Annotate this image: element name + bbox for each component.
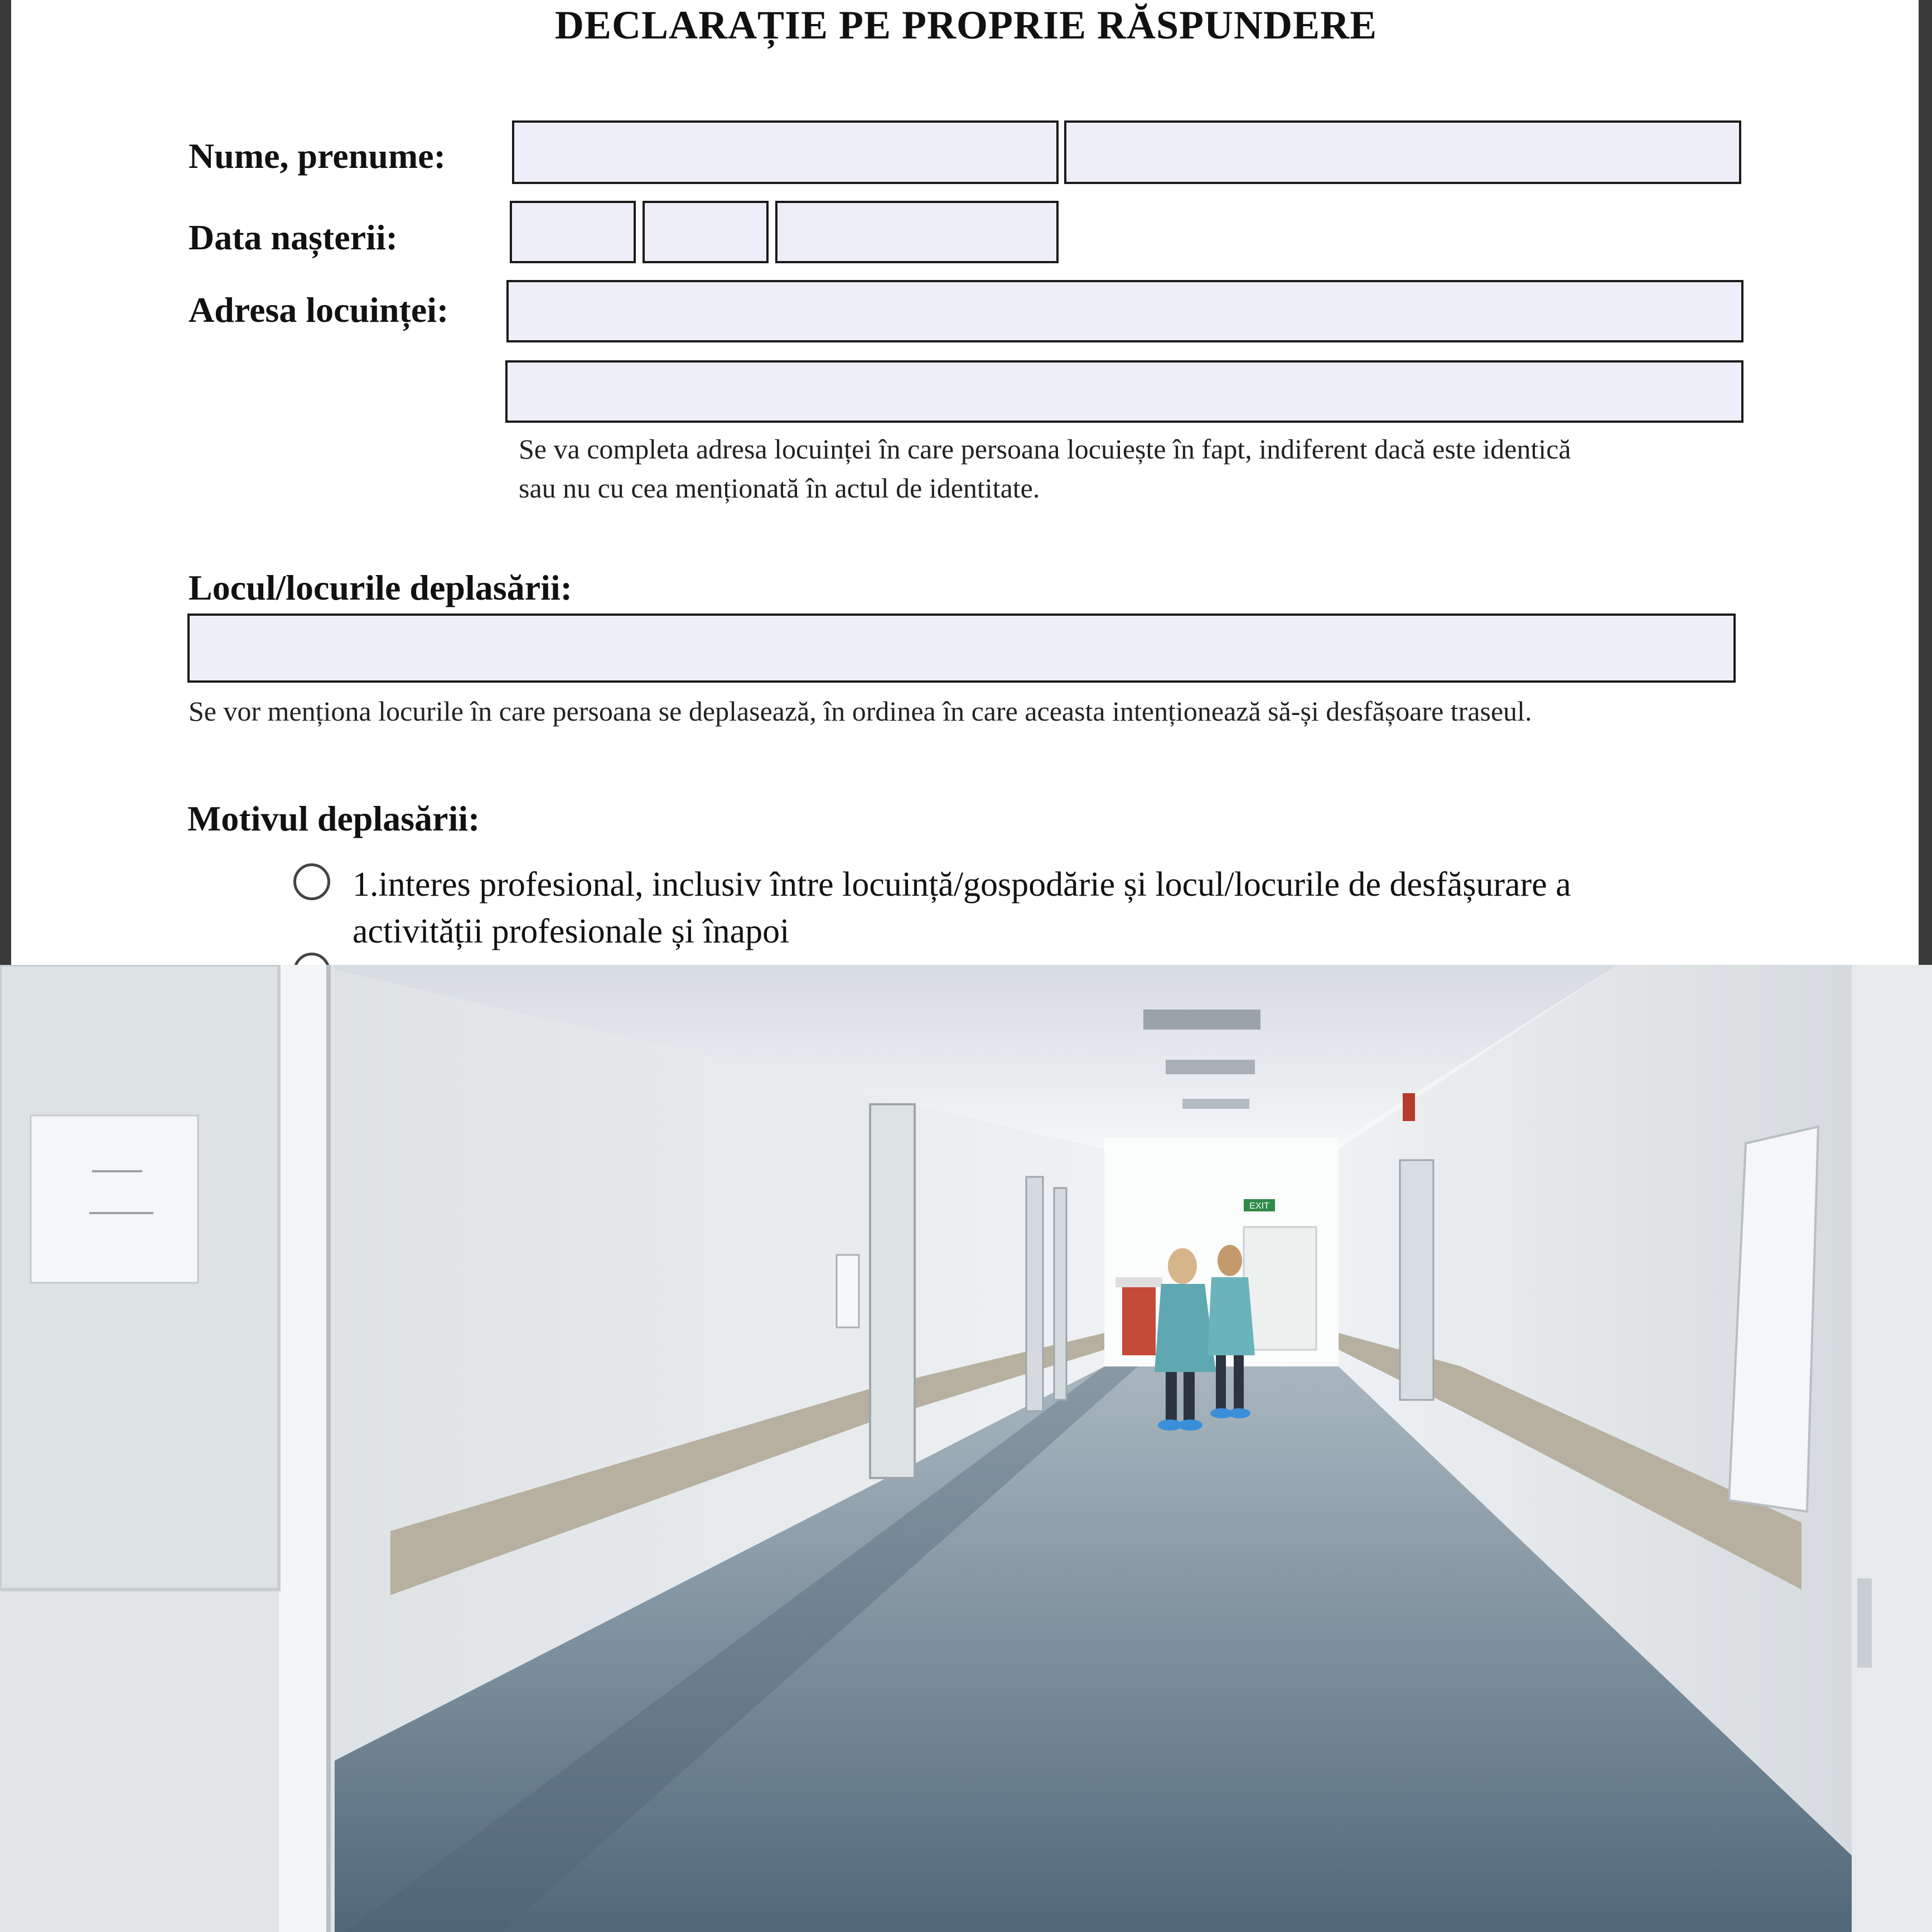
- birth-month-field[interactable]: [643, 201, 769, 263]
- right-light-indicator: [1403, 1093, 1415, 1121]
- hospital-corridor-photo: [0, 965, 1932, 1932]
- medical-cart-top: [1115, 1277, 1162, 1287]
- exit-sign-text: EXIT: [1249, 1201, 1269, 1211]
- ceiling-vent-2: [1166, 1060, 1255, 1074]
- right-door-handle: [1857, 1578, 1872, 1668]
- scan-edge-left: [0, 0, 11, 965]
- left-door-2: [1026, 1177, 1043, 1411]
- places-label: Locul/locurile deplasării:: [189, 568, 572, 607]
- left-door-1: [870, 1104, 915, 1478]
- left-door-1-sign: [837, 1255, 859, 1327]
- address-label: Adresa locuinței:: [189, 290, 449, 330]
- reason-label: Motivul deplasării:: [187, 799, 480, 838]
- ceiling-vent-1: [1143, 1010, 1260, 1030]
- birth-year-field[interactable]: [775, 201, 1059, 263]
- birth-day-field[interactable]: [510, 201, 636, 263]
- address-hint-line1: Se va completa adresa locuinței în care persoana locuiește în fapt, indiferent dacă este identică: [519, 433, 1571, 465]
- form-title: DECLARAȚIE PE PROPRIE RĂSPUNDERE: [554, 3, 1378, 47]
- last-name-field[interactable]: [512, 120, 1059, 184]
- address-hint-line2: sau nu cu cea menționată în actul de identitate.: [519, 472, 1040, 504]
- declaration-form: [0, 0, 1932, 965]
- left-door-3: [1054, 1188, 1066, 1400]
- foreground-door-right: [1852, 965, 1932, 1932]
- birth-date-label: Data nașterii:: [189, 218, 398, 257]
- scan-edge-right: [1919, 0, 1932, 965]
- reason-option-1-radio[interactable]: [293, 863, 330, 900]
- places-hint: Se vor menționa locurile în care persoana se deplasează, în ordinea în care aceasta intenționează să-și desfășoare traseul.: [189, 695, 1532, 727]
- places-field[interactable]: [187, 614, 1736, 683]
- address-field-line1[interactable]: [506, 280, 1743, 342]
- first-name-field[interactable]: [1064, 120, 1741, 184]
- posted-paper-left: [31, 1115, 198, 1283]
- door-edge-left: [326, 965, 331, 1932]
- reason-option-2-radio[interactable]: [293, 953, 330, 965]
- name-label: Nume, prenume:: [189, 136, 446, 176]
- reason-option-1-line2: activității profesionale și înapoi: [352, 912, 790, 950]
- reason-option-1-line1: 1.interes profesional, inclusiv între locuință/gospodărie și locul/locurile de desfășurare a: [352, 866, 1571, 904]
- door-frame-left: [279, 965, 329, 1932]
- medical-cart: [1122, 1283, 1156, 1355]
- ceiling-vent-3: [1182, 1099, 1249, 1109]
- end-door: [1244, 1227, 1316, 1350]
- address-field-line2[interactable]: [505, 360, 1743, 423]
- right-door-1: [1400, 1160, 1433, 1400]
